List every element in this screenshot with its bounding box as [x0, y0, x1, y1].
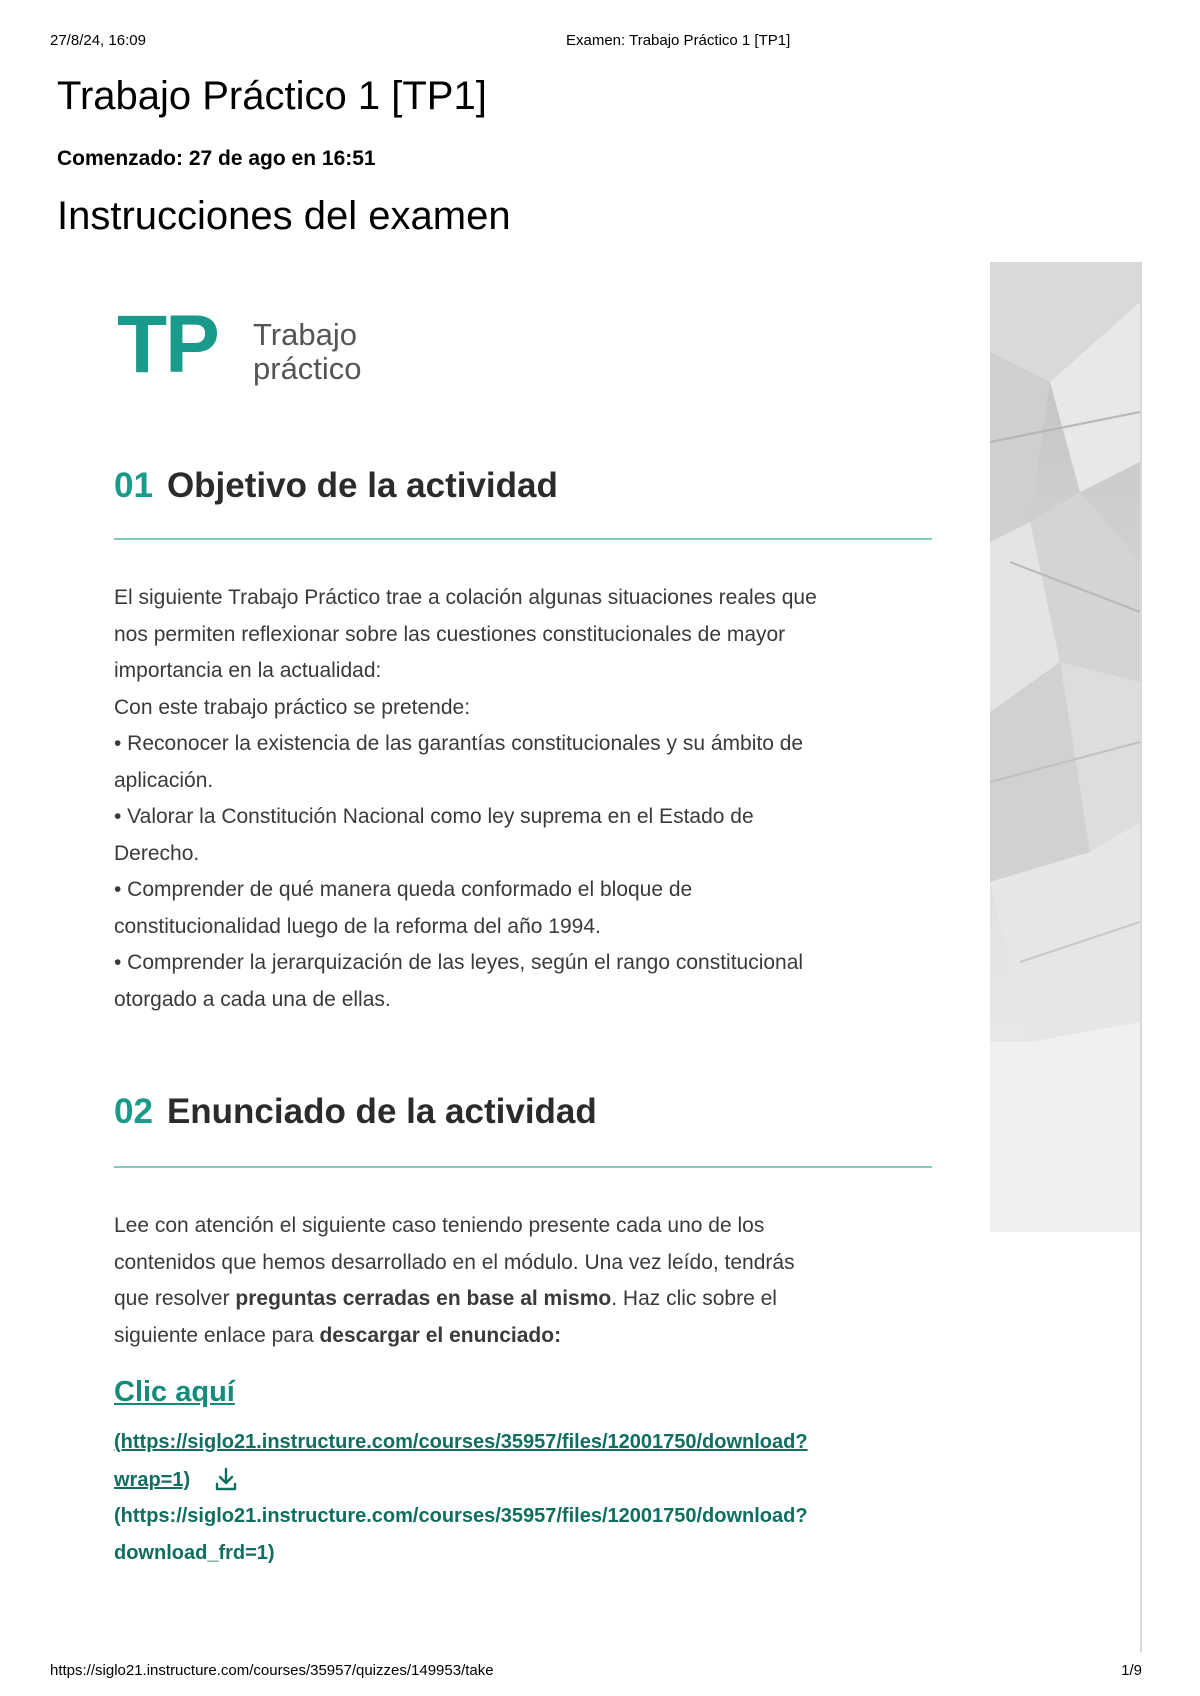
enunciado-paragraph: [114, 1208, 944, 1354]
objetivo-paragraph: [114, 580, 944, 1018]
download-icon[interactable]: [213, 1466, 239, 1492]
section-divider: [114, 538, 932, 540]
text-line: • Valorar la Constitución Nacional como ley suprema en el Estado de: [114, 805, 754, 828]
section-heading-enunciado: [114, 1092, 597, 1132]
download-url-link-2-end[interactable]: download_frd=1): [114, 1542, 275, 1564]
text-line: [114, 1318, 944, 1355]
text-line: Con este trabajo práctico se pretende:: [114, 695, 471, 719]
bold-text: descargar el enunciado:: [319, 1323, 562, 1347]
text-line: aplicación.: [114, 768, 214, 792]
text-segment: . Haz clic sobre el: [611, 1287, 777, 1310]
section-divider: [114, 1166, 932, 1168]
text-line: otorgado a cada una de ellas.: [114, 987, 391, 1011]
text-line: • Comprender la jerarquización de las leyes, según el rango constitucional: [114, 951, 804, 974]
download-url-link-1-end[interactable]: wrap=1): [114, 1469, 191, 1491]
text-line: El siguiente Trabajo Práctico trae a colación algunas situaciones reales que: [114, 586, 817, 609]
text-line: importancia en la actualidad:: [114, 659, 382, 682]
section-title: Objetivo de la actividad: [166, 466, 558, 505]
instructions-heading: Instrucciones del examen: [57, 194, 511, 238]
section-number: 02: [114, 1092, 153, 1131]
print-footer: [50, 1662, 1150, 1682]
text-line: • Comprender de qué manera queda conformado el bloque de: [114, 878, 693, 901]
print-date: 27/8/24, 16:09: [50, 32, 146, 49]
text-segment: siguiente enlace para: [114, 1323, 320, 1347]
text-line: Lee con atención el siguiente caso teniendo presente cada uno de los: [114, 1214, 765, 1237]
text-line: Derecho.: [114, 841, 200, 865]
section-number: 01: [114, 466, 153, 505]
architecture-illustration: [990, 262, 1140, 1232]
started-label: Comenzado:: [57, 147, 183, 170]
started-info: [57, 147, 376, 171]
section-title: Enunciado de la actividad: [166, 1092, 597, 1131]
print-title: Examen: Trabajo Práctico 1 [TP1]: [566, 32, 791, 49]
bold-text: preguntas cerradas en base al mismo: [235, 1287, 612, 1310]
page-title: Trabajo Práctico 1 [TP1]: [57, 74, 487, 118]
clic-aqui-link[interactable]: Clic aquí: [114, 1376, 235, 1408]
print-footer-url: https://siglo21.instructure.com/courses/35957/quizzes/149953/take: [50, 1662, 494, 1679]
tp-logo-word2: práctico: [253, 351, 362, 386]
text-segment: que resolver: [114, 1287, 236, 1310]
page-edge-line: [1140, 262, 1142, 1652]
text-line: • Reconocer la existencia de las garantías constitucionales y su ámbito de: [114, 732, 804, 755]
tp-logo-letters: TP: [117, 299, 218, 390]
tp-logo-word1: Trabajo: [253, 317, 357, 352]
text-line: [114, 1281, 944, 1318]
download-url-link-1[interactable]: (https://siglo21.instructure.com/courses/35957/files/12001750/download?: [114, 1431, 808, 1453]
text-line: nos permiten reflexionar sobre las cuestiones constitucionales de mayor: [114, 622, 786, 646]
text-line: constitucionalidad luego de la reforma del año 1994.: [114, 914, 601, 938]
text-line: contenidos que hemos desarrollado en el módulo. Una vez leído, tendrás: [114, 1250, 795, 1274]
download-url-link-2[interactable]: (https://siglo21.instructure.com/courses/35957/files/12001750/download?: [114, 1505, 808, 1527]
print-header: [50, 32, 1150, 52]
page-number: 1/9: [1121, 1662, 1142, 1679]
section-heading-objetivo: [114, 466, 558, 506]
decorative-side-image: [990, 262, 1140, 1232]
tp-logo-words: [253, 318, 362, 386]
started-value: 27 de ago en 16:51: [188, 147, 376, 170]
